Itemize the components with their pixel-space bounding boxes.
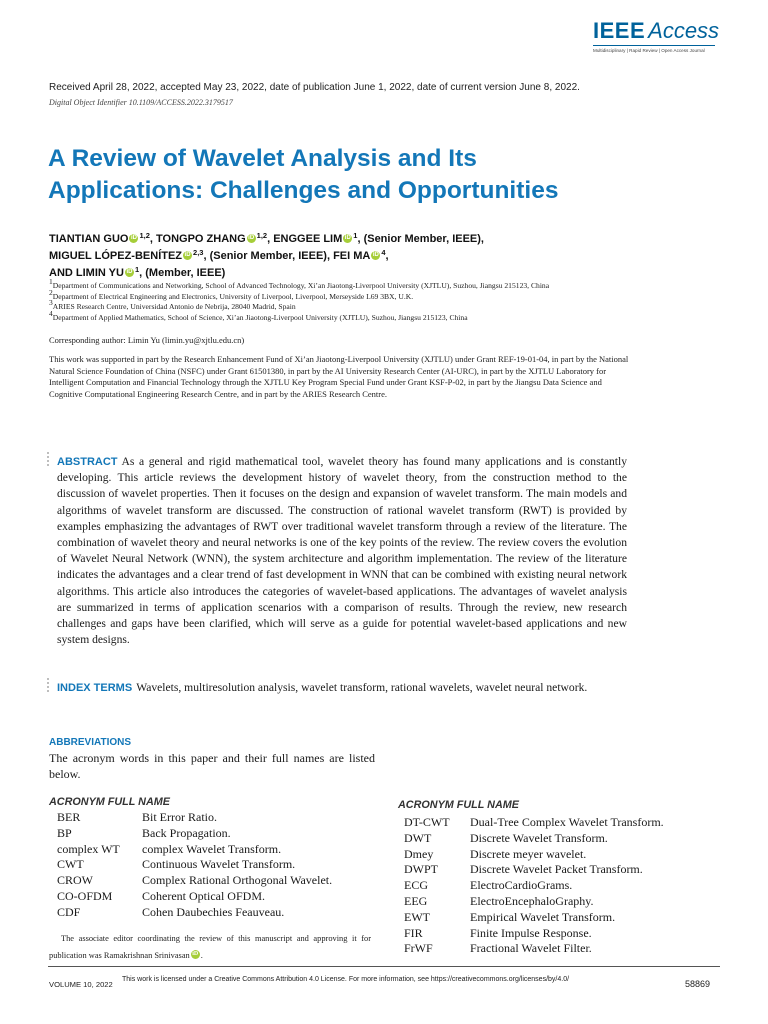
author-name: MIGUEL LÓPEZ-BENÍTEZ [49, 250, 183, 262]
author-name: LIMIN YU [75, 267, 124, 279]
acronym: EWT [404, 909, 430, 924]
acronym-full: Complex Rational Orthogonal Wavelet. [142, 873, 333, 888]
received-dates: Received April 28, 2022, accepted May 23, 2022, date of publication June 1, 2022, date of current version June 8, 2022. [49, 82, 580, 93]
author-membership: , (Senior Member, IEEE), [357, 233, 484, 245]
acronym-row [404, 862, 664, 878]
editor-note-text: The associate editor coordinating the review of this manuscript and approving it for publication was Ramakrishnan Srinivasan [49, 934, 371, 960]
acronym-row [404, 910, 664, 926]
acronym-row [404, 847, 664, 863]
editor-note: The associate editor coordinating the review of this manuscript and approving it for publication was Ramakrishnan Srinivasan iD . [49, 934, 371, 960]
acronym-full: complex Wavelet Transform. [142, 841, 282, 856]
acronym-row [404, 894, 664, 910]
license-notice[interactable]: This work is licensed under a Creative Commons Attribution 4.0 License. For more information, see https://creativecommons.org/licenses/by/4.0/ [122, 976, 570, 983]
logo-ieee: IEEE [593, 18, 646, 43]
author-membership: , (Senior Member, IEEE), [203, 250, 331, 262]
author-affil-ref: 1,2 [256, 231, 268, 240]
author-affil-ref: 1,2 [139, 231, 150, 240]
acronym: FIR [404, 925, 423, 940]
funding-statement: This work was supported in part by the Research Enhancement Fund of Xi’an Jiaotong-Liverpool University (XJTLU) under Grant REF-19-01-04, in part by the National Natural Science Foundation of China (NSFC) under Grant 61501380, in part by the AI University Research Center (AI-URC), in part by the XJTLU Laboratory for Intelligent Computation and Financial Technology through the XJTLU Key Program Special Fund under Grant KSF-P-02, in part by the Jiangsu Data Science and Cognitive Computational Engineering Research Centre, and in part by the ARIES Research Centre. [49, 354, 629, 399]
abstract-marker-icon [47, 452, 49, 468]
acronym-full: Back Propagation. [142, 825, 231, 840]
footer-divider [48, 966, 720, 967]
author-list: TIANTIAN GUO iD $^{1,2}$, TONGPO ZHANG iD $^{1,2}$, ENGGEE LIM iD $^1$, (Senior Member, IEEE), MIGUEL LÓPEZ-BENÍTEZ iD $^{2,3}$, (Senior Member, IEEE), FEI MA iD $^4$, AND LIMIN YU iD $^1$, (Member, IEEE) [49, 231, 484, 279]
acronym: DWPT [404, 862, 438, 877]
acronym-row [57, 826, 332, 842]
acronym-full: Cohen Daubechies Feauveau. [142, 904, 285, 919]
affiliation-item: $^2$Department of Electrical Engineering and Electronics, University of Liverpool, Liverpool, Merseyside L69 3BX, U.K. [49, 287, 414, 301]
acronym-full: Continuous Wavelet Transform. [142, 857, 296, 872]
author-name: TONGPO ZHANG [156, 233, 246, 245]
acronym-full: Finite Impulse Response. [470, 925, 592, 940]
title-line-1: A Review of Wavelet Analysis and Its [48, 145, 477, 172]
acronym-full: Fractional Wavelet Filter. [470, 941, 592, 956]
acronym-row [404, 926, 664, 942]
acronym-header-right: ACRONYM FULL NAME [398, 799, 519, 811]
journal-wordmark [593, 20, 718, 42]
acronym-table-left [57, 810, 332, 921]
acronym: ECG [404, 878, 428, 893]
acronym: CROW [57, 873, 93, 888]
acronym: EEG [404, 893, 428, 908]
acronym-full: ElectroCardioGrams. [470, 878, 573, 893]
acronym: FrWF [404, 941, 433, 956]
acronym-row [57, 889, 332, 905]
acronym-full: Empirical Wavelet Transform. [470, 909, 616, 924]
acronym-row [404, 941, 664, 957]
abstract [57, 454, 627, 648]
index-terms-label: INDEX TERMS [57, 682, 133, 694]
orcid-icon[interactable]: iD [184, 252, 191, 258]
abstract-label: ABSTRACT [57, 456, 118, 468]
acronym: CO-OFDM [57, 888, 113, 903]
article-title [48, 143, 668, 207]
acronym: BER [57, 810, 81, 824]
acronym-full: Bit Error Ratio. [142, 810, 217, 824]
acronym-full: Discrete Wavelet Transform. [470, 830, 608, 845]
acronym-row [404, 831, 664, 847]
abbreviations-intro: The acronym words in this paper and their full names are listed below. [49, 751, 375, 781]
author-membership: , (Member, IEEE) [139, 267, 226, 279]
acronym: Dmey [404, 846, 434, 861]
acronym: BP [57, 825, 72, 840]
title-line-2: Applications: Challenges and Opportunities [48, 177, 559, 204]
affiliation-item: $^1$Department of Communications and Networking, School of Advanced Technology, Xi’an Jiaotong-Liverpool University (XJTLU), Suzhou, Jiangsu 215123, China [49, 277, 550, 290]
orcid-icon[interactable]: iD [248, 235, 255, 241]
index-terms-marker-icon [47, 678, 49, 694]
doi-line: Digital Object Identifier 10.1109/ACCESS.2022.3179517 [49, 98, 233, 107]
logo-tagline: Multidisciplinary | Rapid Review | Open Access Journal [593, 48, 705, 53]
index-terms-text: Wavelets, multiresolution analysis, wavelet transform, rational wavelets, wavelet neural network. [136, 681, 588, 694]
acronym-row [404, 878, 664, 894]
abstract-text: As a general and rigid mathematical tool, wavelet theory has found many applications and is constantly developing. This article reviews the development history of wavelet theory, from the construction method to the discussion of wavelet properties. Then it focuses on the design and expansion of wavelet transform. The main models and algorithms of wavelet transform are discussed. The construction of rational wavelet transform (RWT) is provided by examples emphasizing the advantages of RWT over traditional wavelet transform through a review of the literature. The combination of wavelet theory and neural networks is one of the key points of the review. The review covers the evolution of Wavelet Neural Network (WNN), the system architecture and algorithm implementation. The review of the literature indicates the advantages and a clear trend of fast development in WNN that can be combined with existing neural network algorithms. This article also introduces the categories of wavelet-based applications. The advantages of wavelet analysis are summarized in terms of application scenarios with a comparison of results. Through the review, new research challenges and gaps have been clarified, which will serve as a guide for potential wavelet-based applications and new system designs. [57, 455, 627, 647]
acronym-table-right [404, 815, 664, 957]
orcid-icon[interactable]: iD [344, 235, 351, 241]
author-affil-ref: 2,3 [193, 248, 204, 257]
acronym-row [57, 873, 332, 889]
author-name: FEI MA [333, 250, 371, 262]
logo-rule [593, 45, 715, 46]
author-affil-ref: 4 [381, 248, 386, 257]
acronym-full: Discrete Wavelet Packet Transform. [470, 862, 643, 877]
acronym-full: Coherent Optical OFDM. [142, 888, 265, 903]
author-name: ENGGEE LIM [273, 233, 343, 245]
acronym-row [404, 815, 664, 831]
logo-access: Access [648, 18, 720, 43]
acronym: CDF [57, 904, 81, 919]
acronym-full: Discrete meyer wavelet. [470, 846, 587, 861]
acronym-full: ElectroEncephaloGraphy. [470, 893, 594, 908]
acronym: CWT [57, 857, 84, 872]
affiliation-item: $^4$Department of Applied Mathematics, School of Science, Xi’an Jiaotong-Liverpool University (XJTLU), Suzhou, Jiangsu 215123, China [49, 308, 468, 322]
orcid-icon[interactable]: iD [192, 951, 199, 957]
author-affil-ref: 1 [134, 265, 140, 274]
author-affil-ref: 1 [353, 231, 358, 240]
acronym-row [57, 842, 332, 858]
page-number: 58869 [685, 979, 711, 989]
orcid-icon[interactable]: iD [130, 235, 137, 241]
affiliations [49, 277, 624, 323]
acronym-row [57, 905, 332, 921]
volume-label: VOLUME 10, 2022 [49, 980, 113, 989]
index-terms [57, 680, 632, 696]
orcid-icon[interactable]: iD [372, 252, 379, 258]
abbreviations-heading: ABBREVIATIONS [49, 737, 132, 748]
orcid-icon[interactable]: iD [126, 269, 133, 275]
acronym-row [57, 857, 332, 873]
acronym: complex WT [57, 841, 120, 856]
affiliation-item: $^3$ARIES Research Centre, Universidad Antonio de Nebrija, 28040 Madrid, Spain [49, 298, 296, 311]
acronym: DWT [404, 830, 432, 845]
journal-logo [593, 20, 718, 53]
author-name: TIANTIAN GUO [49, 233, 129, 245]
corresponding-author: Corresponding author: Limin Yu (limin.yu@xjtlu.edu.cn) [49, 335, 245, 345]
acronym-header-left: ACRONYM FULL NAME [49, 796, 170, 808]
acronym: DT-CWT [404, 815, 450, 829]
acronym-full: Dual-Tree Complex Wavelet Transform. [470, 815, 664, 829]
acronym-row [57, 810, 332, 826]
